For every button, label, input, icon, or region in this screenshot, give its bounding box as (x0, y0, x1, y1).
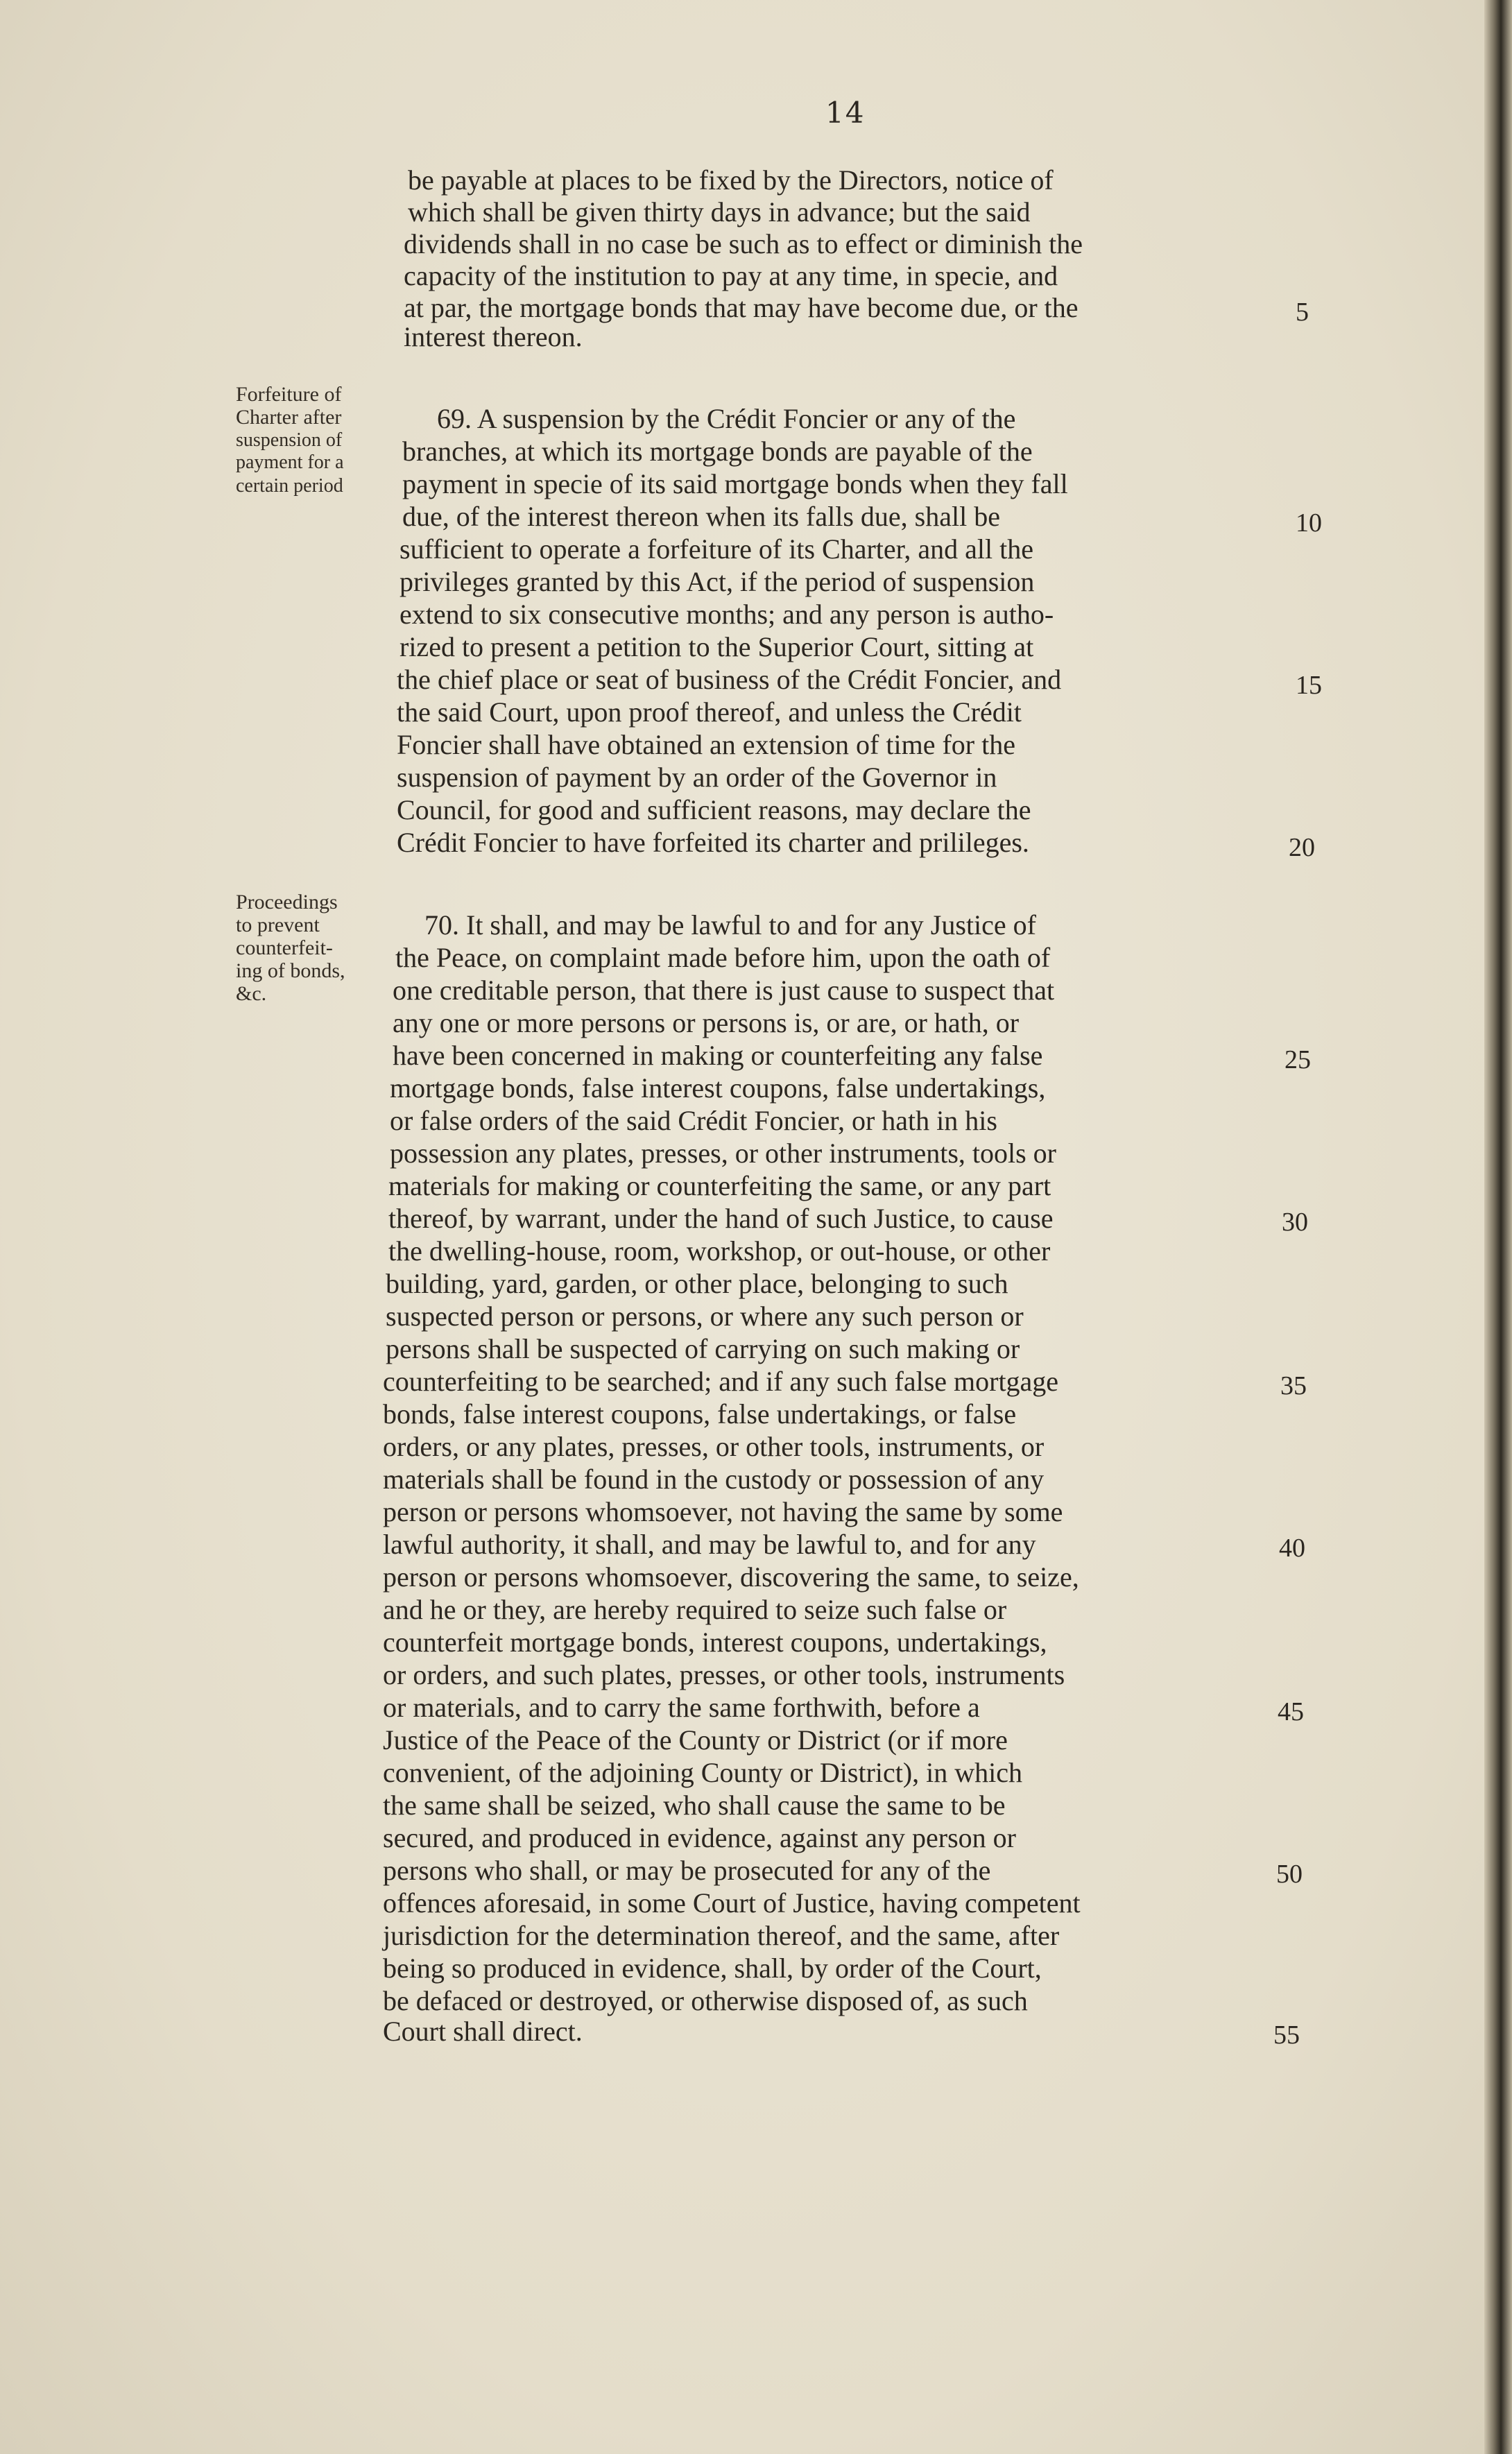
text-line: suspected person or persons, or where any such person or (386, 1301, 1024, 1332)
text-line: Justice of the Peace of the County or District (or if more (383, 1724, 1008, 1756)
text-line: or materials, and to carry the same forthwith, before a (383, 1692, 980, 1723)
text-line: and he or they, are hereby required to seize such false or (383, 1594, 1007, 1625)
line-number: 40 (1279, 1534, 1305, 1563)
line-number: 5 (1296, 298, 1309, 327)
text-line: person or persons whomsoever, discovering the same, to seize, (383, 1561, 1079, 1593)
text-line: offences aforesaid, in some Court of Justice, having competent (383, 1887, 1081, 1919)
text-line: be defaced or destroyed, or otherwise disposed of, as such (383, 1985, 1028, 2016)
text-line: convenient, of the adjoining County or District), in which (383, 1757, 1023, 1788)
text-line: extend to six consecutive months; and any person is autho- (400, 599, 1054, 630)
text-line: or false orders of the said Crédit Foncier, or hath in his (390, 1105, 997, 1136)
text-line: bonds, false interest coupons, false undertakings, or false (383, 1398, 1017, 1430)
text-line: materials shall be found in the custody or possession of any (383, 1464, 1045, 1495)
text-line: branches, at which its mortgage bonds are payable of the (402, 436, 1033, 467)
line-number: 10 (1296, 508, 1322, 538)
text-line: mortgage bonds, false interest coupons, false undertakings, (390, 1072, 1046, 1104)
text-line: Council, for good and sufficient reasons, may declare the (397, 794, 1031, 825)
text-line: counterfeit mortgage bonds, interest coupons, undertakings, (383, 1627, 1047, 1658)
text-line: lawful authority, it shall, and may be lawful to, and for any (383, 1529, 1036, 1560)
text-line: the chief place or seat of business of the Crédit Foncier, and (397, 664, 1062, 695)
text-line: counterfeiting to be searched; and if any such false mortgage (383, 1366, 1059, 1397)
text-line: or orders, and such plates, presses, or other tools, instruments (383, 1659, 1065, 1690)
text-line: one creditable person, that there is just cause to suspect that (393, 975, 1055, 1006)
text-line: at par, the mortgage bonds that may have become due, or the (404, 292, 1079, 323)
line-number: 35 (1280, 1371, 1307, 1400)
marginal-line: ing of bonds, (236, 959, 345, 982)
text-line: persons who shall, or may be prosecuted for any of the (383, 1855, 991, 1886)
text-line: orders, or any plates, presses, or other tools, instruments, or (383, 1431, 1045, 1462)
marginal-line: Forfeiture of (236, 383, 342, 406)
text-line: dividends shall in no case be such as to effect or diminish the (404, 228, 1083, 259)
marginal-line: suspension of (236, 429, 343, 451)
text-line: interest thereon. (404, 321, 583, 352)
text-line: thereof, by warrant, under the hand of such Justice, to cause (388, 1203, 1054, 1234)
line-number: 30 (1282, 1208, 1308, 1237)
text-line: the said Court, upon proof thereof, and unless the Crédit (397, 696, 1022, 728)
text-line: sufficient to operate a forfeiture of its Charter, and all the (400, 533, 1033, 565)
text-line: the same shall be seized, who shall cause the same to be (383, 1790, 1006, 1821)
text-line: secured, and produced in evidence, against any person or (383, 1822, 1016, 1853)
line-number: 45 (1278, 1697, 1304, 1726)
text-line: person or persons whomsoever, not having the same by some (383, 1496, 1063, 1527)
line-number: 55 (1273, 2020, 1300, 2050)
marginal-line: counterfeit- (236, 936, 333, 959)
line-number: 20 (1289, 833, 1315, 862)
text-line: privileges granted by this Act, if the period of suspension (400, 566, 1035, 597)
text-line: the Peace, on complaint made before him, upon the oath of (395, 942, 1051, 973)
text-line: persons shall be suspected of carrying on such making or (386, 1333, 1020, 1364)
text-line: any one or more persons or persons is, or are, or hath, or (393, 1007, 1020, 1038)
text-line: Crédit Foncier to have forfeited its charter and prilileges. (397, 827, 1029, 858)
text-line: 70. It shall, and may be lawful to and for any Justice of (424, 909, 1036, 941)
text-line: which shall be given thirty days in advance; but the said (408, 196, 1031, 228)
marginal-line: Proceedings (236, 891, 338, 913)
marginal-line: Charter after (236, 406, 342, 429)
text-line: 69. A suspension by the Crédit Foncier or any of the (437, 403, 1016, 434)
text-line: possession any plates, presses, or other instruments, tools or (390, 1138, 1056, 1169)
text-line: Foncier shall have obtained an extension of time for the (397, 729, 1015, 760)
text-line: rized to present a petition to the Superior Court, sitting at (400, 631, 1034, 662)
text-line: Court shall direct. (383, 2016, 583, 2047)
text-line: jurisdiction for the determination thereof, and the same, after (383, 1920, 1060, 1951)
marginal-line: &c. (236, 982, 267, 1005)
text-line: have been concerned in making or counterfeiting any false (393, 1040, 1043, 1071)
line-number: 15 (1296, 671, 1322, 700)
text-line: being so produced in evidence, shall, by order of the Court, (383, 1953, 1042, 1984)
line-number: 25 (1285, 1045, 1311, 1074)
text-line: payment in specie of its said mortgage bonds when they fall (402, 468, 1068, 499)
text-line: materials for making or counterfeiting the same, or any part (388, 1170, 1051, 1201)
text-line: capacity of the institution to pay at any time, in specie, and (404, 260, 1058, 291)
text-line: building, yard, garden, or other place, belonging to such (386, 1268, 1008, 1299)
marginal-line: payment for a (236, 452, 344, 473)
line-number: 50 (1276, 1860, 1303, 1889)
marginal-line: certain period (236, 475, 343, 497)
text-line: the dwelling-house, room, workshop, or out-house, or other (388, 1235, 1051, 1267)
marginal-line: to prevent (236, 913, 320, 936)
text-line: due, of the interest thereon when its falls due, shall be (402, 501, 1000, 532)
text-line: suspension of payment by an order of the Governor in (397, 762, 997, 793)
page-number: 14 (825, 96, 866, 130)
text-line: be payable at places to be fixed by the Directors, notice of (408, 164, 1054, 196)
